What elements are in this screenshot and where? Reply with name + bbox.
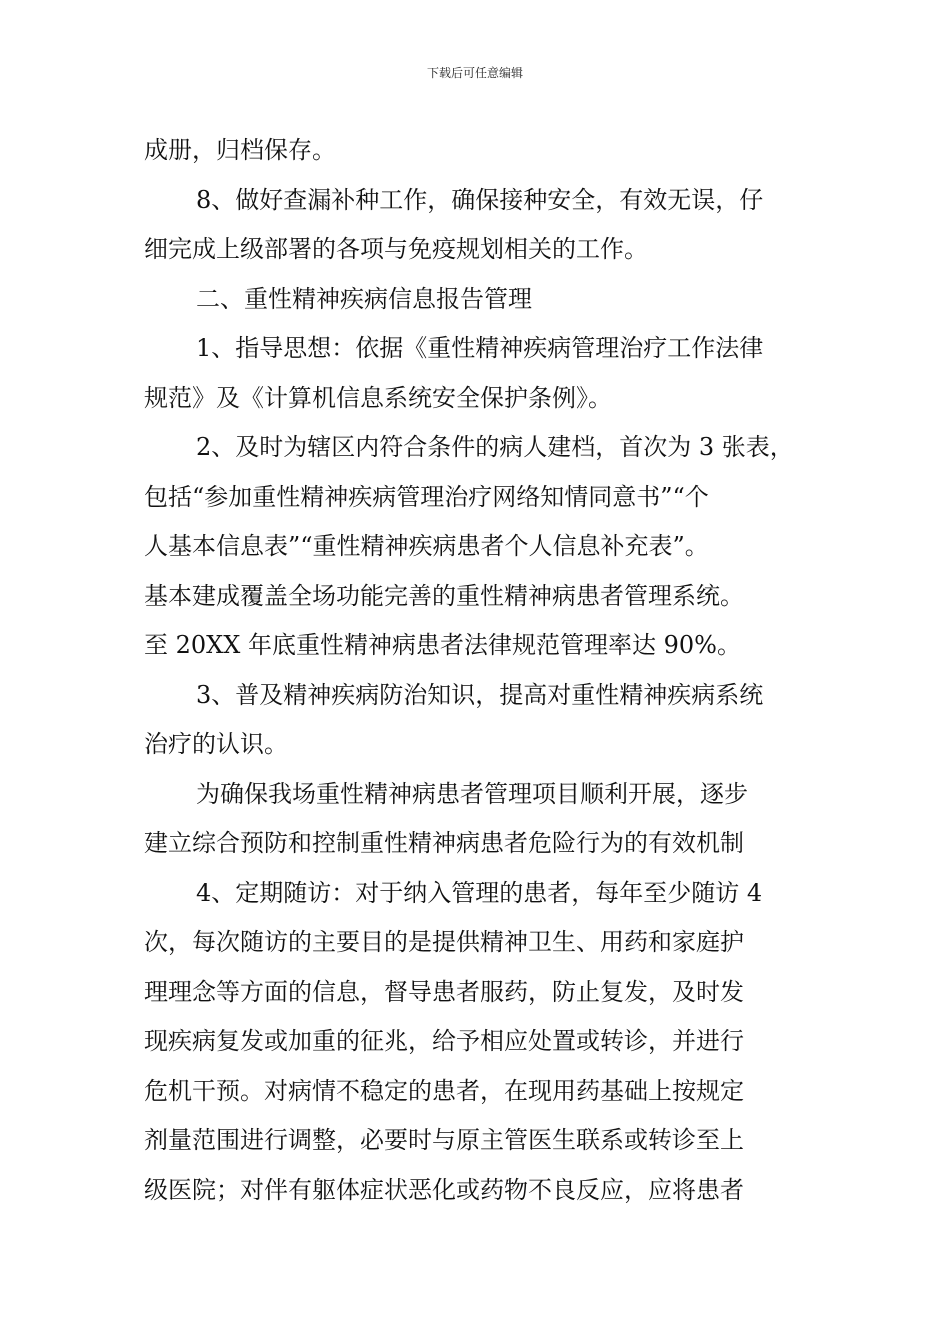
text-line: 1、指导思想：依据《重性精神疾病管理治疗工作法律 bbox=[196, 334, 764, 362]
text-line: 3、普及精神疾病防治知识，提高对重性精神疾病系统 bbox=[196, 680, 764, 709]
text-line: 二、重性精神疾病信息报告管理 bbox=[196, 284, 532, 313]
text-line: 包括“参加重性精神疾病管理治疗网络知情同意书”“个 bbox=[144, 482, 709, 511]
text-line: 基本建成覆盖全场功能完善的重性精神病患者管理系统。 bbox=[144, 581, 744, 610]
text-line: 2、及时为辖区内符合条件的病人建档，首次为 3 张表， bbox=[196, 433, 794, 461]
text-line: 成册，归档保存。 bbox=[144, 136, 336, 164]
text-line: 次，每次随访的主要目的是提供精神卫生、用药和家庭护 bbox=[144, 928, 744, 956]
text-line: 4、定期随访：对于纳入管理的患者，每年至少随访 4 bbox=[196, 878, 763, 907]
text-line: 建立综合预防和控制重性精神病患者危险行为的有效机制 bbox=[144, 829, 744, 857]
text-line: 现疾病复发或加重的征兆，给予相应处置或转诊，并进行 bbox=[144, 1027, 744, 1055]
text-line: 治疗的认识。 bbox=[144, 730, 288, 758]
text-line: 规范》及《计算机信息系统安全保护条例》。 bbox=[144, 383, 612, 412]
page-header: 下载后可任意编辑 bbox=[426, 66, 523, 80]
text-line: 剂量范围进行调整，必要时与原主管医生联系或转诊至上 bbox=[144, 1126, 744, 1154]
text-line: 危机干预。对病情不稳定的患者，在现用药基础上按规定 bbox=[144, 1076, 744, 1105]
document-body bbox=[144, 126, 812, 1215]
text-line: 理理念等方面的信息，督导患者服药，防止复发，及时发 bbox=[144, 977, 744, 1006]
text-line: 为确保我场重性精神病患者管理项目顺利开展，逐步 bbox=[196, 779, 748, 808]
text-line: 细完成上级部署的各项与免疫规划相关的工作。 bbox=[144, 235, 648, 263]
text-line: 级医院；对伴有躯体症状恶化或药物不良反应，应将患者 bbox=[144, 1175, 744, 1204]
text-line: 8、做好查漏补种工作，确保接种安全，有效无误，仔 bbox=[196, 185, 764, 214]
text-line: 人基本信息表”“重性精神疾病患者个人信息补充表”。 bbox=[144, 532, 709, 560]
text-line: 至 20XX 年底重性精神病患者法律规范管理率达 90%。 bbox=[144, 631, 741, 659]
